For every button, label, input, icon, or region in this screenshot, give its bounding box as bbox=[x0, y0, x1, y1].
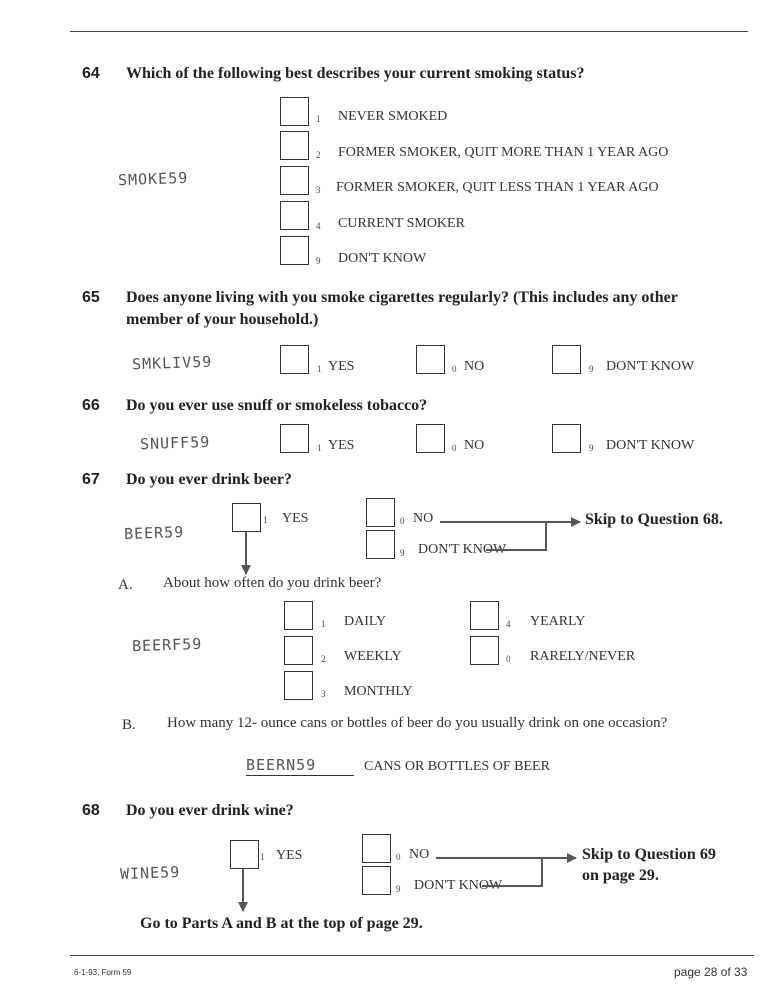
part-letter: A. bbox=[118, 577, 133, 593]
variable-code: BEERF59 bbox=[131, 634, 203, 656]
option-label: NO bbox=[409, 847, 430, 862]
option-code: 1 bbox=[317, 443, 322, 453]
option-label: YES bbox=[282, 511, 309, 526]
option-code: 3 bbox=[321, 689, 326, 699]
option-code: 9 bbox=[589, 443, 594, 453]
question-text: Do you ever drink beer? bbox=[126, 471, 292, 488]
option-code: 1 bbox=[263, 515, 268, 525]
checkbox-dont-know[interactable] bbox=[552, 345, 581, 374]
option-label: DON'T KNOW bbox=[606, 359, 695, 374]
question-number: 67 bbox=[82, 471, 100, 488]
question-number: 66 bbox=[82, 397, 100, 414]
part-letter: B. bbox=[122, 717, 136, 733]
option-label: DON'T KNOW bbox=[338, 251, 427, 266]
checkbox-no[interactable] bbox=[416, 345, 445, 374]
option-label: NO bbox=[413, 511, 434, 526]
option-code: 0 bbox=[452, 364, 457, 374]
option-code: 2 bbox=[316, 150, 321, 160]
option-code: 1 bbox=[260, 852, 265, 862]
skip-instruction-continued: on page 29. bbox=[582, 867, 659, 884]
option-code: 9 bbox=[316, 256, 321, 266]
option-code: 9 bbox=[400, 548, 405, 558]
variable-code: SNUFF59 bbox=[139, 432, 211, 454]
variable-code: SMKLIV59 bbox=[131, 352, 213, 374]
option-label: RARELY/NEVER bbox=[530, 649, 636, 664]
variable-code: BEER59 bbox=[123, 522, 185, 544]
option-code: 2 bbox=[321, 654, 326, 664]
checkbox-dont-know[interactable] bbox=[280, 236, 309, 265]
skip-instruction: Skip to Question 68. bbox=[585, 511, 723, 528]
checkbox-no[interactable] bbox=[362, 834, 391, 863]
checkbox-yes[interactable] bbox=[230, 840, 259, 869]
option-code: 0 bbox=[400, 516, 405, 526]
option-code: 4 bbox=[316, 221, 321, 231]
question-number: 65 bbox=[82, 289, 100, 306]
option-label: NEVER SMOKED bbox=[338, 109, 448, 124]
skip-instruction: Skip to Question 69 bbox=[582, 846, 716, 863]
option-label: YES bbox=[276, 848, 303, 863]
option-code: 0 bbox=[396, 852, 401, 862]
checkbox-no[interactable] bbox=[416, 424, 445, 453]
checkbox-yearly[interactable] bbox=[470, 601, 499, 630]
question-text: Do you ever use snuff or smokeless tobacco? bbox=[126, 397, 428, 414]
question-number: 68 bbox=[82, 802, 100, 819]
option-label: NO bbox=[464, 438, 485, 453]
option-code: 9 bbox=[396, 884, 401, 894]
part-question: About how often do you drink beer? bbox=[163, 575, 382, 591]
option-code: 0 bbox=[452, 443, 457, 453]
checkbox-dont-know[interactable] bbox=[362, 866, 391, 895]
question-text-continued: member of your household.) bbox=[126, 311, 319, 328]
option-label: DON'T KNOW bbox=[606, 438, 695, 453]
top-rule bbox=[70, 31, 748, 32]
checkbox-no[interactable] bbox=[366, 498, 395, 527]
checkbox-dont-know[interactable] bbox=[366, 530, 395, 559]
option-code: 1 bbox=[316, 114, 321, 124]
checkbox-daily[interactable] bbox=[284, 601, 313, 630]
part-question: How many 12- ounce cans or bottles of beer do you usually drink on one occasion? bbox=[167, 715, 668, 731]
question-text: Which of the following best describes your current smoking status? bbox=[126, 65, 585, 82]
checkbox-former-more[interactable] bbox=[280, 131, 309, 160]
form-date: 6-1-93, Form 59 bbox=[74, 968, 132, 977]
question-text: Does anyone living with you smoke cigarettes regularly? (This includes any other bbox=[126, 289, 678, 306]
page-number: page 28 of 33 bbox=[674, 965, 748, 979]
question-text: Do you ever drink wine? bbox=[126, 802, 294, 819]
option-code: 3 bbox=[316, 185, 321, 195]
option-code: 0 bbox=[506, 654, 511, 664]
question-number: 64 bbox=[82, 65, 100, 82]
option-label: YES bbox=[328, 359, 355, 374]
checkbox-weekly[interactable] bbox=[284, 636, 313, 665]
option-code: 9 bbox=[589, 364, 594, 374]
option-label: CURRENT SMOKER bbox=[338, 216, 465, 231]
answer-unit-label: CANS OR BOTTLES OF BEER bbox=[364, 759, 550, 774]
checkbox-rarely-never[interactable] bbox=[470, 636, 499, 665]
option-label: WEEKLY bbox=[344, 649, 402, 664]
option-label: YEARLY bbox=[530, 614, 586, 629]
option-label: YES bbox=[328, 438, 355, 453]
checkbox-yes[interactable] bbox=[280, 345, 309, 374]
variable-code: SMOKE59 bbox=[117, 168, 189, 190]
checkbox-dont-know[interactable] bbox=[552, 424, 581, 453]
option-label: FORMER SMOKER, QUIT MORE THAN 1 YEAR AGO bbox=[338, 145, 669, 160]
option-label: DON'T KNOW bbox=[414, 878, 503, 893]
bottom-rule bbox=[70, 955, 754, 956]
checkbox-never-smoked[interactable] bbox=[280, 97, 309, 126]
checkbox-monthly[interactable] bbox=[284, 671, 313, 700]
option-code: 1 bbox=[317, 364, 322, 374]
option-label: DAILY bbox=[344, 614, 387, 629]
option-code: 4 bbox=[506, 619, 511, 629]
option-label: DON'T KNOW bbox=[418, 542, 507, 557]
option-label: NO bbox=[464, 359, 485, 374]
option-label: MONTHLY bbox=[344, 684, 413, 699]
checkbox-current-smoker[interactable] bbox=[280, 201, 309, 230]
option-code: 1 bbox=[321, 619, 326, 629]
variable-code[interactable]: BEERN59 bbox=[246, 756, 354, 776]
option-label: FORMER SMOKER, QUIT LESS THAN 1 YEAR AGO bbox=[336, 180, 659, 195]
variable-code: WINE59 bbox=[119, 862, 181, 884]
checkbox-yes[interactable] bbox=[232, 503, 261, 532]
checkbox-former-less[interactable] bbox=[280, 166, 309, 195]
checkbox-yes[interactable] bbox=[280, 424, 309, 453]
goto-instruction: Go to Parts A and B at the top of page 29. bbox=[140, 915, 423, 932]
